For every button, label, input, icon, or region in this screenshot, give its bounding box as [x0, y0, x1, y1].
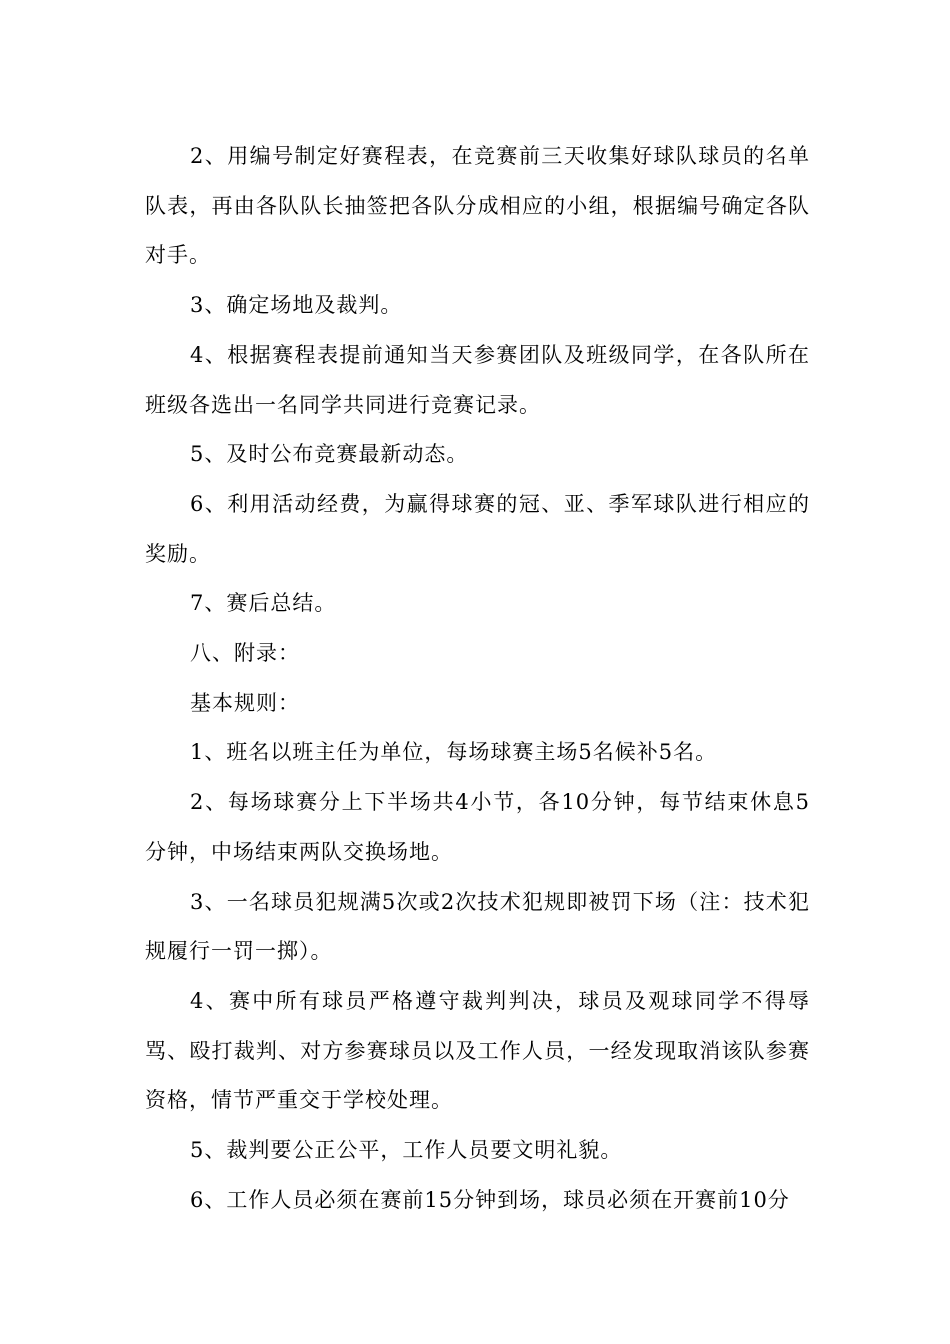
rule-item-5: 5、裁判要公正公平，工作人员要文明礼貌。 — [190, 1138, 623, 1163]
paragraph-venue-referee: 3、确定场地及裁判。 — [190, 293, 403, 318]
document-body — [145, 132, 810, 1225]
rule-item-3: 3、一名球员犯规满5次或2次技术犯规即被罚下场（注：技术犯规履行一罚一掷）。 — [145, 889, 810, 964]
rule-item-2: 2、每场球赛分上下半场共4小节，各10分钟，每节结束休息5分钟，中场结束两队交换场地。 — [145, 790, 810, 864]
paragraph-awards: 6、利用活动经费，为赢得球赛的冠、亚、季军球队进行相应的奖励。 — [145, 491, 810, 566]
paragraph-schedule: 2、用编号制定好赛程表，在竞赛前三天收集好球队球员的名单队表，再由各队队长抽签把各队分成相应的小组，根据编号确定各队对手。 — [145, 144, 810, 268]
rule-item-6: 6、工作人员必须在赛前15分钟到场，球员必须在开赛前10分 — [190, 1187, 790, 1212]
paragraph-publish-updates: 5、及时公布竞赛最新动态。 — [190, 442, 469, 467]
rule-item-4: 4、赛中所有球员严格遵守裁判判决，球员及观球同学不得辱骂、殴打裁判、对方参赛球员以及工作人员，一经发现取消该队参赛资格，情节严重交于学校处理。 — [145, 988, 810, 1113]
paragraph-summary: 7、赛后总结。 — [190, 591, 337, 616]
subheading-basic-rules: 基本规则： — [190, 690, 300, 715]
rule-item-1: 1、班名以班主任为单位，每场球赛主场5名候补5名。 — [190, 740, 718, 765]
paragraph-notification: 4、根据赛程表提前通知当天参赛团队及班级同学，在各队所在班级各选出一名同学共同进行竞赛记录。 — [145, 342, 810, 417]
section-heading-appendix: 八、附录： — [190, 641, 300, 666]
